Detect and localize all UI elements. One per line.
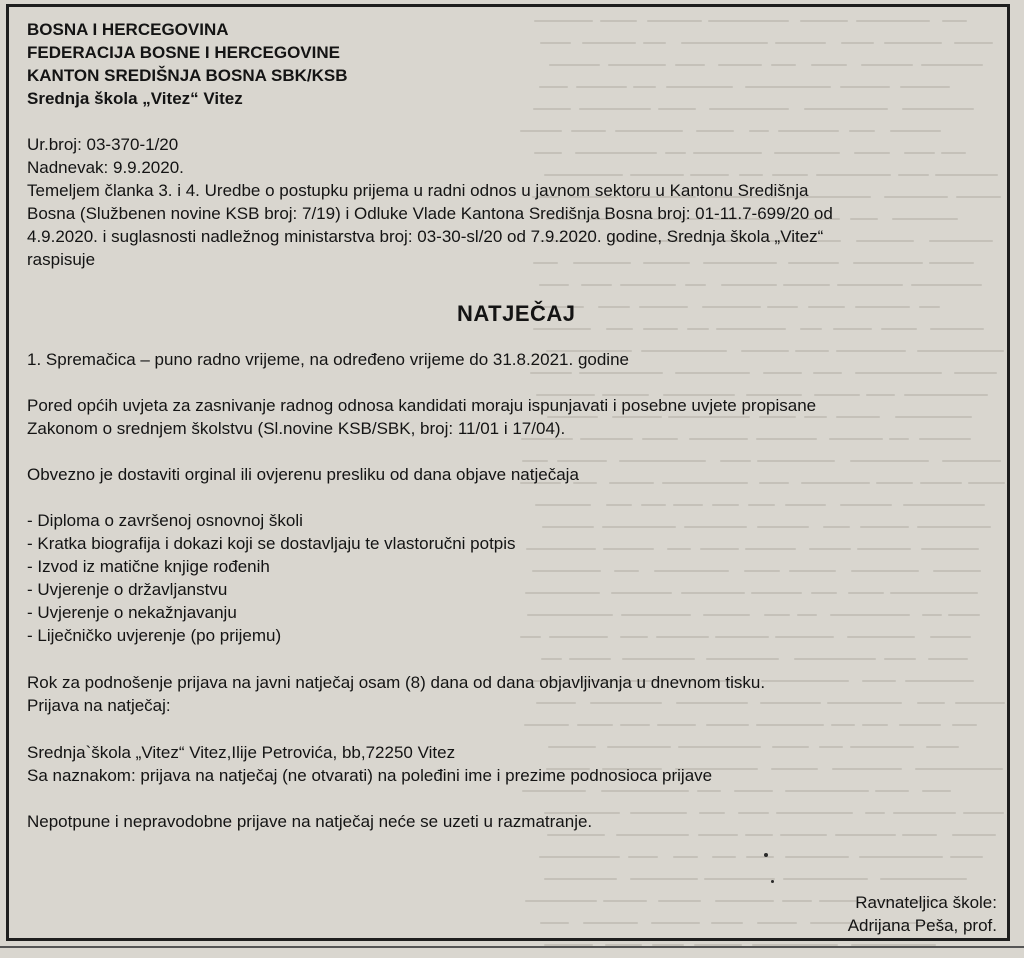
header-country: BOSNA I HERCEGOVINA	[27, 20, 229, 39]
page-title: NATJEČAJ	[457, 301, 576, 326]
header-canton: KANTON SREDIŠNJA BOSNA SBK/KSB	[27, 66, 348, 85]
signature-name: Adrijana Peša, prof.	[847, 916, 997, 935]
page-bottom-rule	[0, 946, 1024, 948]
legal-basis-line-4: raspisuje	[27, 250, 96, 269]
document-item: - Uvjerenje o nekažnjavanju	[27, 603, 237, 622]
document-item: - Uvjerenje o državljanstvu	[27, 580, 228, 599]
legal-basis-line-3: 4.9.2020. i suglasnosti nadležnog ministarstva broj: 03-30-sl/20 od 7.9.2020. godine, Srednja škola „Vitez“	[27, 227, 824, 246]
document-item: - Kratka biografija i dokazi koji se dostavljaju te vlastoručni potpis	[27, 534, 516, 553]
ink-speck	[764, 853, 768, 857]
legal-basis-line-1: Temeljem članka 3. i 4. Uredbe o postupku prijema u radni odnos u javnom sektoru u Kantonu Središnja	[27, 181, 809, 200]
address-line-1: Srednja`škola „Vitez“ Vitez,Ilije Petrovića, bb,72250 Vitez	[27, 743, 456, 762]
ink-speck	[771, 880, 774, 883]
date: Nadnevak: 9.9.2020.	[27, 158, 184, 177]
documents-intro: Obvezno je dostaviti orginal ili ovjerenu presliku od dana objave natječaja	[27, 465, 579, 484]
address-line-2: Sa naznakom: prijava na natječaj (ne otvarati) na poleđini ime i prezime podnosioca prijave	[27, 766, 713, 785]
header-federation: FEDERACIJA BOSNE I HERCEGOVINE	[27, 43, 340, 62]
conditions-line-1: Pored općih uvjeta za zasnivanje radnog odnosa kandidati moraju ispunjavati i posebne uvjete propisane	[27, 396, 817, 415]
document-item: - Izvod iz matične knjige rođenih	[27, 557, 270, 576]
position-description: 1. Spremačica – puno radno vrijeme, na određeno vrijeme do 31.8.2021. godine	[27, 350, 629, 369]
document-item: - Diploma o završenoj osnovnoj školi	[27, 511, 303, 530]
document-item: - Liječničko uvjerenje (po prijemu)	[27, 626, 282, 645]
announcement-panel	[6, 4, 1010, 941]
incomplete-applications-note: Nepotpune i nepravodobne prijave na natječaj neće se uzeti u razmatranje.	[27, 812, 593, 831]
reference-number: Ur.broj: 03-370-1/20	[27, 135, 179, 154]
header-school: Srednja škola „Vitez“ Vitez	[27, 89, 243, 108]
legal-basis-line-2: Bosna (Službenen novine KSB broj: 7/19) i Odluke Vlade Kantona Središnja Bosna broj: 01-11.7-699/20 od	[27, 204, 833, 223]
deadline-line-1: Rok za podnošenje prijava na javni natječaj osam (8) dana od dana objavljivanja u dnevnom tisku.	[27, 673, 766, 692]
signature-role: Ravnateljica škole:	[855, 893, 997, 912]
conditions-line-2: Zakonom o srednjem školstvu (Sl.novine KSB/SBK, broj: 11/01 i 17/04).	[27, 419, 566, 438]
deadline-line-2: Prijava na natječaj:	[27, 696, 171, 715]
